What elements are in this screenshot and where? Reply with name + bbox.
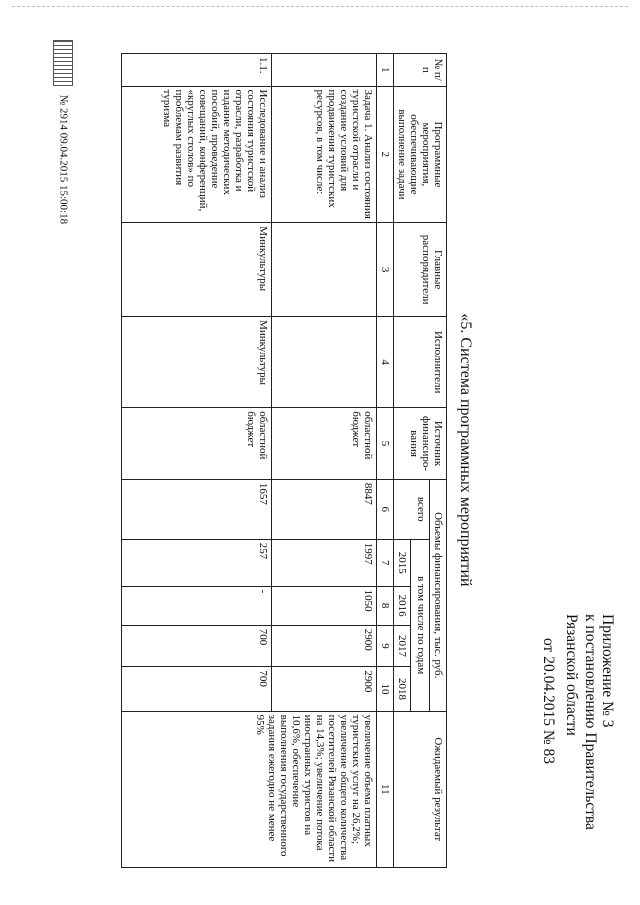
cell-2015: 1997 bbox=[272, 539, 377, 586]
col-number: 10 bbox=[377, 667, 394, 711]
barcode-icon bbox=[53, 40, 73, 86]
cell-source: областной бюджет bbox=[272, 408, 377, 480]
cell-activity: Задача 1. Анализ состояния туристской отрасли и создание условий для продвижения туристских ресурсов, в том числе: bbox=[272, 86, 377, 223]
cell-executor bbox=[272, 317, 377, 408]
cell-total: 1657 bbox=[122, 479, 272, 539]
header-2017: 2017 bbox=[394, 625, 411, 667]
cell-num: 1.1. bbox=[122, 54, 272, 87]
header-funding: Объемы финансирования, тыс. руб. bbox=[430, 479, 447, 711]
cell-num bbox=[272, 54, 377, 87]
col-number: 9 bbox=[377, 625, 394, 667]
cell-2017: 2900 bbox=[272, 625, 377, 667]
annex-line-4: от 20.04.2015 № 83 bbox=[540, 638, 557, 764]
landscape-sheet bbox=[8, 20, 618, 880]
cell-manager bbox=[272, 223, 377, 317]
header-executors: Исполнители bbox=[394, 317, 447, 408]
col-number: 11 bbox=[377, 711, 394, 867]
cell-2015: 257 bbox=[122, 539, 272, 586]
cell-total: 8847 bbox=[272, 479, 377, 539]
header-by-years: в том числе по годам bbox=[411, 539, 430, 711]
col-number: 2 bbox=[377, 86, 394, 223]
cell-2018: 700 bbox=[122, 667, 272, 711]
annex-line-2: к постановлению Правительства bbox=[582, 614, 599, 830]
cell-activity: Исследование и анализ состояния туристской отрасли, разработка и издание методических пособий, проведение совещаний, конференций, «круглых столов» по проблемам развития туризма bbox=[122, 86, 272, 223]
program-table bbox=[121, 53, 447, 868]
header-total: всего bbox=[394, 479, 430, 539]
page-top-edge bbox=[12, 6, 628, 8]
col-number: 6 bbox=[377, 479, 394, 539]
header-num: № п/п bbox=[394, 54, 447, 87]
cell-executor: Минкультуры bbox=[122, 317, 272, 408]
annex-line-3: Рязанской области bbox=[563, 614, 580, 736]
cell-2017: 700 bbox=[122, 625, 272, 667]
header-2015: 2015 bbox=[394, 539, 411, 586]
registration-stamp bbox=[53, 40, 73, 224]
cell-2018: 2900 bbox=[272, 667, 377, 711]
header-2016: 2016 bbox=[394, 586, 411, 625]
annex-line-1: Приложение № 3 bbox=[599, 614, 616, 728]
cell-source: областной бюджет bbox=[122, 408, 272, 480]
table-row bbox=[272, 54, 377, 868]
col-number: 1 bbox=[377, 54, 394, 87]
header-managers: Главные распорядители bbox=[394, 223, 447, 317]
header-result: Ожидаемый результат bbox=[394, 711, 447, 867]
cell-result: увеличение объема платных туристских услуг на 26,2%; увеличение общего количества посетителей Рязанской области на 14,3%; увеличение потока иностранных туристов на 10,6%, обеспечение выполнения государственного задания ежегодно не менее 95% bbox=[122, 711, 377, 867]
section-title: «5. Система программных мероприятий bbox=[457, 313, 474, 587]
col-number: 7 bbox=[377, 539, 394, 586]
stamp-text: № 2914 09.04.2015 15:00:18 bbox=[57, 94, 70, 225]
column-number-row bbox=[377, 54, 394, 868]
col-number: 8 bbox=[377, 586, 394, 625]
col-number: 5 bbox=[377, 408, 394, 480]
annex-header bbox=[540, 614, 616, 864]
header-activities: Программные мероприятия, обеспечивающие выполнение задачи bbox=[394, 86, 447, 223]
cell-manager: Минкультуры bbox=[122, 223, 272, 317]
header-source: Источник финансиро-вания bbox=[394, 408, 447, 480]
cell-2016: 1050 bbox=[272, 586, 377, 625]
header-2018: 2018 bbox=[394, 667, 411, 711]
col-number: 4 bbox=[377, 317, 394, 408]
cell-2016: - bbox=[122, 586, 272, 625]
col-number: 3 bbox=[377, 223, 394, 317]
